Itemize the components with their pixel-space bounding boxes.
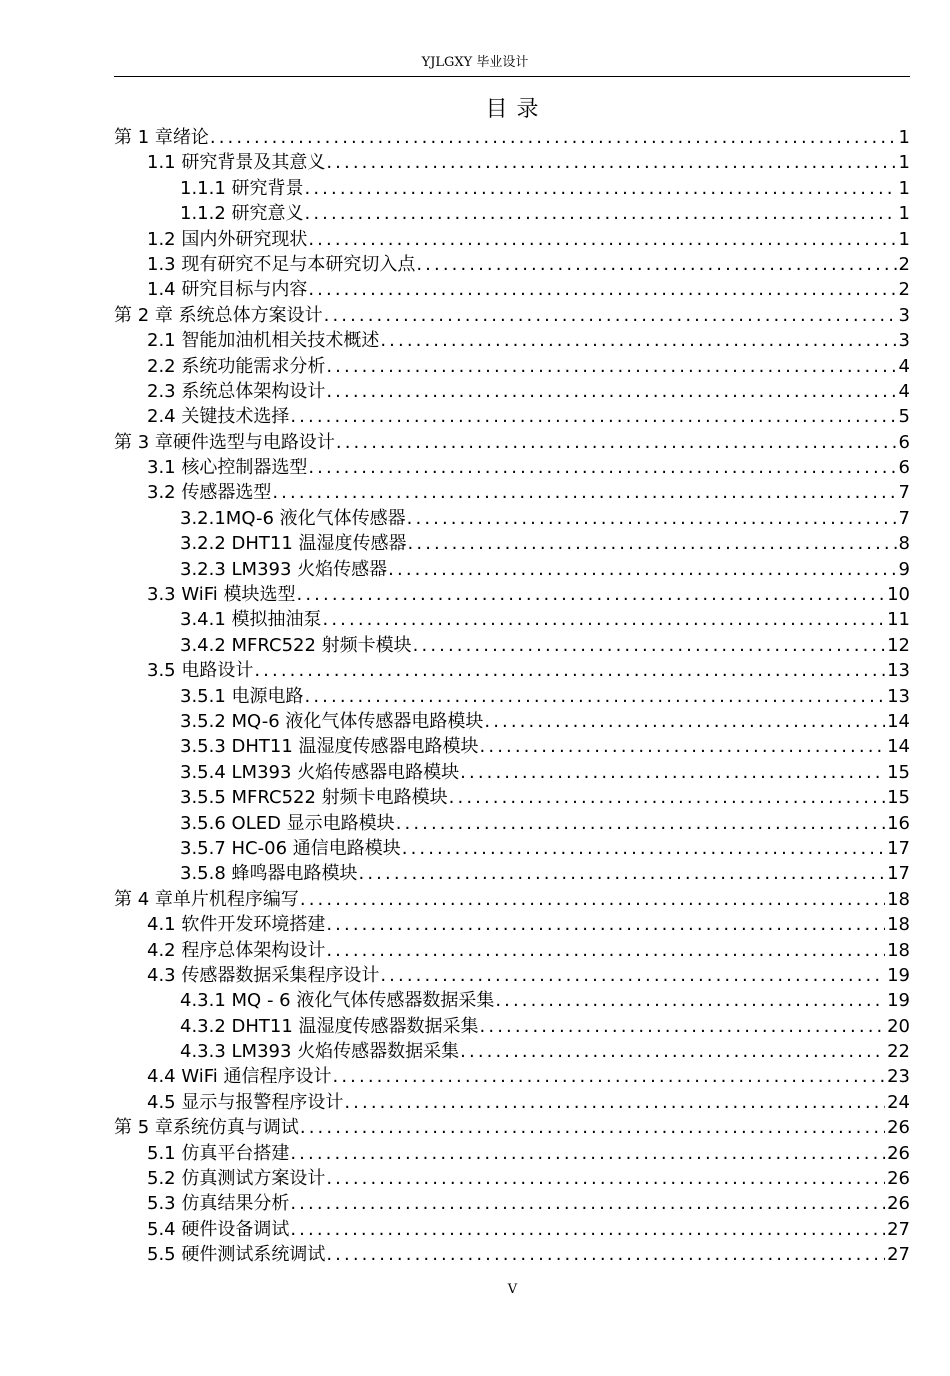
toc-dot-leader bbox=[272, 480, 896, 505]
toc-dot-leader bbox=[326, 1242, 885, 1267]
toc-entry-label: 4.5 显示与报警程序设计 bbox=[147, 1091, 344, 1113]
toc-entry-label: 1.4 研究目标与内容 bbox=[147, 279, 308, 301]
toc-entry-page: 1 bbox=[898, 152, 910, 174]
toc-entry[interactable] bbox=[114, 1115, 910, 1140]
toc-entry-label: 3.2 传感器选型 bbox=[147, 482, 272, 504]
toc-dot-leader bbox=[359, 861, 886, 886]
toc-entry[interactable] bbox=[114, 887, 910, 912]
toc-entry-label: 第 5 章系统仿真与调试 bbox=[114, 1117, 299, 1139]
toc-dot-leader bbox=[460, 760, 885, 785]
toc-entry[interactable] bbox=[114, 633, 910, 658]
toc-dot-leader bbox=[416, 252, 896, 277]
toc-entry[interactable] bbox=[114, 455, 910, 480]
toc-entry-page: 27 bbox=[887, 1244, 910, 1266]
toc-dot-leader bbox=[254, 658, 885, 683]
toc-entry-label: 5.5 硬件测试系统调试 bbox=[147, 1244, 326, 1266]
toc-entry-label: 3.5.8 蜂鸣器电路模块 bbox=[180, 863, 358, 885]
toc-entry[interactable] bbox=[114, 760, 910, 785]
toc-entry-page: 13 bbox=[887, 660, 910, 682]
toc-entry-label: 3.4.1 模拟抽油泵 bbox=[180, 609, 322, 631]
toc-dot-leader bbox=[305, 684, 886, 709]
toc-entry-label: 3.5.3 DHT11 温湿度传感器电路模块 bbox=[180, 736, 479, 758]
toc-entry-label: 5.4 硬件设备调试 bbox=[147, 1218, 290, 1240]
toc-entry-label: 第 2 章 系统总体方案设计 bbox=[114, 304, 323, 326]
toc-title: 目 录 bbox=[485, 97, 540, 122]
toc-dot-leader bbox=[300, 887, 885, 912]
toc-dot-leader bbox=[290, 404, 896, 429]
toc-dot-leader bbox=[308, 277, 896, 302]
toc-entry[interactable] bbox=[114, 277, 910, 302]
toc-entry-label: 2.3 系统总体架构设计 bbox=[147, 380, 326, 402]
toc-entry-page: 26 bbox=[887, 1168, 910, 1190]
toc-entry[interactable] bbox=[114, 811, 910, 836]
toc-entry-page: 1 bbox=[898, 228, 910, 250]
toc-dot-leader bbox=[290, 1191, 885, 1216]
toc-entry-label: 2.2 系统功能需求分析 bbox=[147, 355, 326, 377]
toc-entry-page: 18 bbox=[887, 939, 910, 961]
header-rule bbox=[114, 76, 910, 77]
toc-entry-page: 20 bbox=[887, 1015, 910, 1037]
toc-dot-leader bbox=[495, 988, 885, 1013]
toc-entry[interactable] bbox=[114, 1064, 910, 1089]
page-header: YJLGXY 毕业设计 bbox=[421, 55, 529, 70]
toc-dot-leader bbox=[290, 1141, 885, 1166]
toc-entry-page: 3 bbox=[898, 304, 910, 326]
toc-entry[interactable] bbox=[114, 1166, 910, 1191]
toc-entry-label: 5.2 仿真测试方案设计 bbox=[147, 1168, 326, 1190]
toc-entry[interactable] bbox=[114, 963, 910, 988]
toc-entry[interactable] bbox=[114, 354, 910, 379]
toc-entry[interactable] bbox=[114, 1191, 910, 1216]
toc-entry-page: 9 bbox=[898, 558, 910, 580]
toc-entry[interactable] bbox=[114, 1141, 910, 1166]
toc-entry[interactable] bbox=[114, 430, 910, 455]
toc-entry-label: 1.1.2 研究意义 bbox=[180, 203, 304, 225]
toc-entry[interactable] bbox=[114, 912, 910, 937]
toc-dot-leader bbox=[326, 938, 885, 963]
toc-entry[interactable] bbox=[114, 658, 910, 683]
toc-entry[interactable] bbox=[114, 201, 910, 226]
toc-dot-leader bbox=[308, 227, 896, 252]
toc-entry-label: 4.4 WiFi 通信程序设计 bbox=[147, 1066, 332, 1088]
toc-dot-leader bbox=[480, 1014, 886, 1039]
toc-entry[interactable] bbox=[114, 607, 910, 632]
toc-entry-page: 8 bbox=[898, 533, 910, 555]
toc-entry-label: 5.1 仿真平台搭建 bbox=[147, 1142, 290, 1164]
toc-dot-leader bbox=[308, 455, 896, 480]
toc-entry-page: 19 bbox=[887, 964, 910, 986]
toc-entry-label: 3.1 核心控制器选型 bbox=[147, 457, 308, 479]
toc-entry-label: 2.4 关键技术选择 bbox=[147, 406, 290, 428]
toc-entry-label: 4.3.2 DHT11 温湿度传感器数据采集 bbox=[180, 1015, 479, 1037]
toc-entry-label: 1.1 研究背景及其意义 bbox=[147, 152, 326, 174]
toc-dot-leader bbox=[305, 176, 897, 201]
toc-entry[interactable] bbox=[114, 582, 910, 607]
toc-entry[interactable] bbox=[114, 836, 910, 861]
toc-dot-leader bbox=[408, 531, 897, 556]
toc-dot-leader bbox=[380, 963, 885, 988]
toc-entry-label: 3.5.4 LM393 火焰传感器电路模块 bbox=[180, 761, 460, 783]
toc-entry-page: 1 bbox=[898, 177, 910, 199]
toc-entry-page: 23 bbox=[887, 1066, 910, 1088]
toc-entry-page: 1 bbox=[898, 203, 910, 225]
toc-entry-label: 4.3.1 MQ - 6 液化气体传感器数据采集 bbox=[180, 990, 495, 1012]
toc-entry-page: 26 bbox=[887, 1117, 910, 1139]
toc-entry-page: 15 bbox=[887, 787, 910, 809]
toc-dot-leader bbox=[413, 633, 885, 658]
toc-entry-page: 7 bbox=[898, 507, 910, 529]
toc-dot-leader bbox=[484, 709, 885, 734]
toc-entry-label: 3.5 电路设计 bbox=[147, 660, 254, 682]
toc-entry-page: 17 bbox=[887, 863, 910, 885]
toc-entry[interactable] bbox=[114, 1090, 910, 1115]
toc-entry[interactable] bbox=[114, 1217, 910, 1242]
toc-entry-page: 14 bbox=[887, 736, 910, 758]
toc-dot-leader bbox=[326, 1166, 885, 1191]
toc-entry-label: 4.2 程序总体架构设计 bbox=[147, 939, 326, 961]
toc-entry-label: 3.5.5 MFRC522 射频卡电路模块 bbox=[180, 787, 448, 809]
toc-entry[interactable] bbox=[114, 1014, 910, 1039]
toc-entry-page: 19 bbox=[887, 990, 910, 1012]
toc-dot-leader bbox=[323, 607, 886, 632]
toc-entry-label: 1.3 现有研究不足与本研究切入点 bbox=[147, 253, 416, 275]
toc-entry-page: 22 bbox=[887, 1041, 910, 1063]
toc-entry[interactable] bbox=[114, 379, 910, 404]
toc-entry-page: 15 bbox=[887, 761, 910, 783]
toc-dot-leader bbox=[407, 506, 897, 531]
toc-entry-page: 18 bbox=[887, 914, 910, 936]
toc-entry-page: 24 bbox=[887, 1091, 910, 1113]
toc-entry[interactable] bbox=[114, 557, 910, 582]
toc-entry-page: 17 bbox=[887, 837, 910, 859]
toc-entry-label: 3.2.3 LM393 火焰传感器 bbox=[180, 558, 388, 580]
toc-dot-leader bbox=[324, 303, 897, 328]
toc-entry[interactable] bbox=[114, 150, 910, 175]
toc-entry[interactable] bbox=[114, 303, 910, 328]
toc-entry[interactable] bbox=[114, 1039, 910, 1064]
toc-entry-label: 3.3 WiFi 模块选型 bbox=[147, 584, 296, 606]
toc-entry-page: 10 bbox=[887, 584, 910, 606]
toc-dot-leader bbox=[396, 811, 885, 836]
toc-dot-leader bbox=[449, 785, 885, 810]
toc-entry[interactable] bbox=[114, 531, 910, 556]
toc-entry-label: 第 4 章单片机程序编写 bbox=[114, 888, 299, 910]
toc-entry-page: 13 bbox=[887, 685, 910, 707]
toc-dot-leader bbox=[344, 1090, 885, 1115]
toc-dot-leader bbox=[388, 557, 896, 582]
toc-entry-page: 3 bbox=[898, 330, 910, 352]
toc-dot-leader bbox=[402, 836, 885, 861]
toc-entry-label: 3.5.1 电源电路 bbox=[180, 685, 304, 707]
toc-dot-leader bbox=[326, 912, 885, 937]
toc-entry[interactable] bbox=[114, 328, 910, 353]
toc-entry-label: 第 3 章硬件选型与电路设计 bbox=[114, 431, 335, 453]
toc-entry-label: 1.1.1 研究背景 bbox=[180, 177, 304, 199]
page-number: V bbox=[507, 1282, 518, 1297]
toc-entry-label: 4.1 软件开发环境搭建 bbox=[147, 914, 326, 936]
toc-entry-label: 第 1 章绪论 bbox=[114, 127, 209, 148]
toc-entry-label: 2.1 智能加油机相关技术概述 bbox=[147, 330, 380, 352]
toc-entry-page: 2 bbox=[898, 253, 910, 275]
toc-entry-page: 11 bbox=[887, 609, 910, 631]
toc-entry-page: 18 bbox=[887, 888, 910, 910]
toc-entry-page: 14 bbox=[887, 710, 910, 732]
toc-dot-leader bbox=[333, 1064, 886, 1089]
toc-entry[interactable] bbox=[114, 734, 910, 759]
table-of-contents bbox=[114, 125, 910, 1268]
toc-entry[interactable] bbox=[114, 227, 910, 252]
toc-entry[interactable] bbox=[114, 861, 910, 886]
toc-dot-leader bbox=[380, 328, 896, 353]
toc-entry[interactable] bbox=[114, 506, 910, 531]
toc-dot-leader bbox=[480, 734, 886, 759]
toc-dot-leader bbox=[460, 1039, 885, 1064]
toc-entry-page: 6 bbox=[898, 457, 910, 479]
toc-entry[interactable] bbox=[114, 176, 910, 201]
toc-entry[interactable] bbox=[114, 988, 910, 1013]
toc-dot-leader bbox=[290, 1217, 885, 1242]
toc-entry-page: 4 bbox=[898, 355, 910, 377]
toc-entry-label: 5.3 仿真结果分析 bbox=[147, 1193, 290, 1215]
toc-dot-leader bbox=[300, 1115, 885, 1140]
toc-entry-page: 4 bbox=[898, 380, 910, 402]
toc-dot-leader bbox=[210, 125, 897, 150]
toc-entry-page: 6 bbox=[898, 431, 910, 453]
toc-entry-label: 3.5.2 MQ-6 液化气体传感器电路模块 bbox=[180, 710, 484, 732]
toc-entry-label: 1.2 国内外研究现状 bbox=[147, 228, 308, 250]
toc-entry-page: 12 bbox=[887, 634, 910, 656]
toc-entry-page: 1 bbox=[898, 127, 910, 148]
toc-entry[interactable] bbox=[114, 480, 910, 505]
toc-entry-label: 4.3.3 LM393 火焰传感器数据采集 bbox=[180, 1041, 460, 1063]
toc-dot-leader bbox=[336, 430, 897, 455]
toc-entry-page: 26 bbox=[887, 1193, 910, 1215]
toc-entry-page: 27 bbox=[887, 1218, 910, 1240]
toc-entry[interactable] bbox=[114, 252, 910, 277]
toc-entry-label: 3.5.7 HC-06 通信电路模块 bbox=[180, 837, 401, 859]
toc-dot-leader bbox=[326, 379, 896, 404]
toc-dot-leader bbox=[305, 201, 897, 226]
toc-entry[interactable] bbox=[114, 1242, 910, 1267]
toc-entry-label: 4.3 传感器数据采集程序设计 bbox=[147, 964, 380, 986]
toc-entry-label: 3.2.2 DHT11 温湿度传感器 bbox=[180, 533, 407, 555]
toc-entry-page: 7 bbox=[898, 482, 910, 504]
toc-entry-page: 16 bbox=[887, 812, 910, 834]
toc-entry-page: 5 bbox=[898, 406, 910, 428]
toc-entry[interactable] bbox=[114, 938, 910, 963]
toc-entry-page: 2 bbox=[898, 279, 910, 301]
toc-dot-leader bbox=[297, 582, 886, 607]
toc-entry-page: 26 bbox=[887, 1142, 910, 1164]
toc-entry[interactable] bbox=[114, 709, 910, 734]
toc-entry-label: 3.5.6 OLED 显示电路模块 bbox=[180, 812, 395, 834]
toc-entry[interactable] bbox=[114, 125, 910, 150]
toc-dot-leader bbox=[326, 150, 896, 175]
toc-dot-leader bbox=[326, 354, 896, 379]
toc-entry[interactable] bbox=[114, 684, 910, 709]
toc-entry[interactable] bbox=[114, 785, 910, 810]
toc-entry-label: 3.2.1MQ-6 液化气体传感器 bbox=[180, 507, 406, 529]
toc-entry-label: 3.4.2 MFRC522 射频卡模块 bbox=[180, 634, 412, 656]
toc-entry[interactable] bbox=[114, 404, 910, 429]
